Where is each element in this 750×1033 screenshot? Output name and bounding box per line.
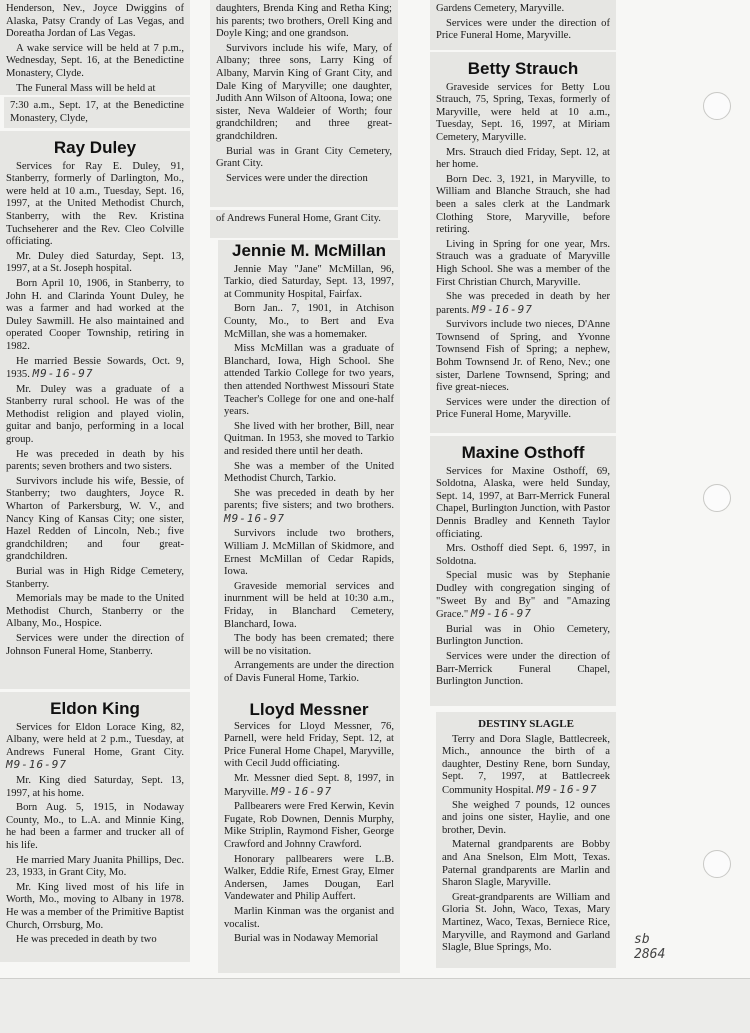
paragraph: He was preceded in death by two: [16, 934, 157, 946]
paragraph-text: Terry and Dora Slagle, Battlecreek, Mich., announce the birth of a daughter, Destiny Rene, born Sunday, Sept. 7, 1997, at Battlecreek Community Hospital.: [442, 733, 610, 796]
paragraph: Survivors include his wife, Bessie, of Stanberry; two daughters, Joyce R. Wharton of Parkersburg, W. V., and Nancy King of Kansas City; one sister, Hazel Redden of Lincoln, Neb.; five grandchildren; and four great-grandchildren.: [6, 475, 184, 563]
clipping-king-tail: [210, 210, 398, 238]
paragraph: Services were under the direction: [226, 172, 368, 184]
clipping-mass-line: [4, 97, 190, 128]
text-line: Henderson, Nev., Joyce Dwiggins of Alaska, Patsy Crandy of Las Vegas, and Doreatha Jordan of Las Vegas.: [6, 3, 184, 40]
paragraph: Memorials may be made to the United Methodist Church, Stanberry or the Albany, Mo., Hospice.: [6, 593, 184, 630]
paragraph-text: She was preceded in death by her parents; five sisters; and two brothers.: [224, 487, 394, 512]
paragraph: Services were under the direction of Price Funeral Home, Maryville.: [436, 17, 610, 42]
paragraph: Services for Maxine Osthoff, 69, Soldotna, Alaska, were held Sunday, Sept. 14, 1997, at Barr-Merrick Funeral Chapel, Burlington Junction, with Pastor Dennis Bradley and Kenneth Taylor officiating.: [436, 465, 610, 540]
handwritten-note: M9-16-97: [536, 782, 598, 796]
paragraph: Pallbearers were Fred Kerwin, Kevin Fugate, Rob Downen, Dennis Murphy, Mike Striplin, Raymond Fisher, George Crawford and Johnny Crawford.: [224, 801, 394, 850]
paragraph: Born Jan.. 7, 1901, in Atchison County, Mo., to Bert and Eva McMillan, she was a homemaker.: [224, 303, 394, 340]
paragraph: She lived with her brother, Bill, near Quitman. In 1953, she moved to Tarkio and resided there until her death.: [224, 420, 394, 457]
handwritten-note: M9-16-97: [224, 511, 285, 525]
obituary-title: Ray Duley: [53, 138, 137, 157]
paragraph: Survivors include two brothers, William J. McMillan of Skidmore, and Ernest McMillan of Cedar Rapids, Iowa.: [224, 528, 394, 578]
obituary-betty-strauch: [430, 52, 616, 433]
paragraph: The body has been cremated; there will be no visitation.: [224, 633, 394, 657]
paragraph-text: Mr. Messner died Sept. 8, 1997, in Maryville.: [224, 772, 394, 798]
paragraph: Burial was in Grant City Cemetery, Grant City.: [216, 145, 392, 170]
text-line: A wake service will be held at 7 p.m., Wednesday, Sept. 16, at the Benedictine Monastery, Clyde.: [6, 42, 184, 79]
paragraph: [6, 722, 184, 773]
obituary-title: Jennie M. McMillan: [232, 241, 386, 260]
clipping-continuation-top: [0, 0, 190, 95]
obituary-ray-duley: [0, 131, 190, 689]
paragraph: Services for Lloyd Messner, 76, Parnell, were held Friday, Sept. 12, at Price Funeral Home Chapel, Maryville, with Cecil Judd officiating.: [224, 720, 394, 770]
paragraph: Graveside services for Betty Lou Strauch, 75, Spring, Texas, formerly of Maryville, were held at 10 a.m., Tuesday, Sept. 16, 1997, at Miriam Cemetery, Maryville.: [436, 81, 610, 143]
paragraph: Mr. King died Saturday, Sept. 13, 1997, at his home.: [6, 774, 184, 799]
paragraph: [436, 570, 610, 621]
page-bottom-edge: [0, 978, 750, 1033]
paragraph: Mrs. Strauch died Friday, Sept. 12, at her home.: [436, 146, 610, 171]
paragraph: daughters, Brenda King and Retha King; his parents; two brothers, Orell King and Doyle King; and one grandson.: [216, 3, 392, 40]
paragraph: He was preceded in death by his parents; seven brothers and two sisters.: [6, 448, 184, 473]
margin-note-line: 2864: [634, 947, 666, 962]
clipping-king-continuation: [210, 0, 398, 207]
obituary-maxine-osthoff: [430, 436, 616, 706]
paragraph: [224, 773, 394, 799]
obituary-title: Eldon King: [50, 699, 140, 718]
paragraph: She weighed 7 pounds, 12 ounces and joins one sister, Haylie, and one brother, Devin.: [442, 799, 610, 836]
paragraph: [436, 291, 610, 317]
paragraph: Marlin Kinman was the organist and vocalist.: [224, 905, 394, 930]
paragraph: Mr. Duley died Saturday, Sept. 13, 1997, at a St. Joseph hospital.: [6, 250, 184, 275]
paragraph: Arrangements are under the direction of Davis Funeral Home, Tarkio.: [224, 660, 394, 684]
text-line: 7:30 a.m., Sept. 17, at the Benedictine Monastery, Clyde,: [10, 100, 184, 124]
paragraph: Services were under the direction of Barr-Merrick Funeral Chapel, Burlington Junction.: [436, 650, 610, 688]
paragraph: of Andrews Funeral Home, Grant City.: [216, 213, 381, 224]
paragraph: Born Dec. 3, 1921, in Maryville, to William and Blanche Strauch, she had been a sales clerk at the Landmark Clothing Store, Maryville, before retiring.: [436, 173, 610, 236]
paragraph: Mr. Duley was a graduate of a Stanberry rural school. He was of the Methodist religion and played violin, guitar and banjo, performing in a local group.: [6, 383, 184, 446]
obituary-eldon-king: [0, 692, 190, 962]
handwritten-note: M9-16-97: [32, 367, 94, 381]
paragraph: Great-grandparents are William and Gloria St. John, Waco, Texas, Mary Martinez, Waco, Texas, Berniece Rice, Maryville, and Raymond and Garland Slagle, Blue Springs, Mo.: [442, 891, 610, 954]
binder-hole: [703, 92, 731, 120]
obituary-lloyd-messner: [218, 700, 400, 973]
paragraph: Living in Spring for one year, Mrs. Strauch was a graduate of Maryville High School. She was a member of the First Christian Church, Maryville.: [436, 238, 610, 288]
paragraph: Services were under the direction of Price Funeral Home, Maryville.: [436, 396, 610, 421]
paragraph: [224, 488, 394, 527]
margin-handwritten-note: [634, 932, 665, 962]
paragraph: Honorary pallbearers were L.B. Walker, Eddie Rife, Ernest Gray, Elmer Andersen, James Dougan, Earl Vandewater and Philip Auffert.: [224, 853, 394, 903]
obituary-title: Maxine Osthoff: [461, 443, 585, 462]
paragraph: He married Mary Juanita Phillips, Dec. 23, 1933, in Grant City, Mo.: [6, 854, 184, 879]
text-line: The Funeral Mass will be held at: [16, 82, 156, 94]
paragraph: Services were under the direction of Johnson Funeral Home, Stanberry.: [6, 632, 184, 657]
paragraph: [442, 734, 610, 798]
paragraph: Burial was in High Ridge Cemetery, Stanberry.: [6, 566, 184, 590]
paragraph: Mr. King lived most of his life in Worth, Mo., moving to Albany in 1978. He was a member of the Primitive Baptist Church, Orrsburg, Mo.: [6, 881, 184, 931]
obituary-title: Betty Strauch: [467, 59, 579, 78]
paragraph: Services for Ray E. Duley, 91, Stanberry, formerly of Darlington, Mo., were held at 10 a.m., Tuesday, Sept. 16, 1997, at the United Methodist Church, Stanberry, with the Rev. Kristina Tuchseherer and the Rev. Cleo Colville officiating.: [6, 160, 184, 248]
binder-hole: [703, 484, 731, 512]
paragraph: [6, 356, 184, 382]
paragraph: Graveside memorial services and inurnment will be held at 10:30 a.m., Friday, in Blanchard Cemetery, Blanchard, Iowa.: [224, 580, 394, 630]
handwritten-note: M9-16-97: [6, 758, 67, 772]
paragraph-text: He married Bessie Sowards, Oct. 9, 1935.: [6, 355, 184, 381]
paragraph: Survivors include his wife, Mary, of Albany; three sons, Larry King of Albany, Marvin King of Grant City, and Dale King of Maryville; one daughter, Judith Ann Wilson of Altoona, Iowa; one sister, Neva Waldeier of Worth; four grandchildren; and three great-grandchildren.: [216, 42, 392, 142]
paragraph-text: She was preceded in death by her parents.: [436, 291, 610, 316]
handwritten-note: M9-16-97: [470, 607, 532, 621]
paragraph: Born April 10, 1906, in Stanberry, to John H. and Clarinda Yount Duley, he was a farmer and had worked at the Duley Sawmill. He also maintained and operated Cooper Township, retiring in 1982.: [6, 277, 184, 352]
paragraph-text: Special music was by Stephanie Dudley with congregation singing of "Sweet By and By" and "Amazing Grace.": [436, 570, 610, 621]
paragraph: Burial was in Ohio Cemetery, Burlington Junction.: [436, 623, 610, 648]
handwritten-note: M9-16-97: [471, 302, 533, 316]
clipping-messner-continuation: [430, 0, 616, 50]
announcement-title: DESTINY SLAGLE: [478, 718, 574, 730]
paragraph: Mrs. Osthoff died Sept. 6, 1997, in Soldotna.: [436, 543, 610, 567]
birth-announcement-destiny-slagle: [436, 712, 616, 968]
paragraph: Gardens Cemetery, Maryville.: [436, 3, 565, 14]
paragraph: Maternal grandparents are Bobby and Ana Snelson, Elm Mott, Texas. Paternal grandparents are Marlin and Sharon Slagle, Maryville.: [442, 839, 610, 889]
paragraph: Survivors include two nieces, D'Anne Townsend of Spring, and Yvonne Townsend Fish of Spring; a nephew, Bohm Townsend Jr. of Reno, Nev.; one sister, Darlene Townsend, Spring; and five great-nieces.: [436, 319, 610, 394]
margin-note-line: sb: [634, 932, 650, 947]
paragraph: Burial was in Nodaway Memorial: [234, 933, 379, 945]
obituary-title: Lloyd Messner: [249, 700, 369, 719]
obituary-jennie-mcmillan: [218, 240, 400, 700]
binder-hole: [703, 850, 731, 878]
paragraph-text: Services for Eldon Lorace King, 82, Albany, were held at 2 p.m., Tuesday, at Andrews Funeral Home, Grant City.: [6, 721, 184, 758]
paragraph: Born Aug. 5, 1915, in Nodaway County, Mo., to L.A. and Minnie King, he had been a farmer and trucker all of his life.: [6, 802, 184, 851]
paragraph: She was a member of the United Methodist Church, Tarkio.: [224, 460, 394, 485]
paragraph: Jennie May "Jane" McMillan, 96, Tarkio, died Saturday, Sept. 13, 1997, at Community Hospital, Fairfax.: [224, 263, 394, 300]
paragraph: Miss McMillan was a graduate of Blanchard, Iowa, High School. She attended Tarkio College for two years, then attended Northwest Missouri State Teacher's College for one and one-half years.: [224, 343, 394, 418]
handwritten-note: M9-16-97: [271, 784, 333, 798]
